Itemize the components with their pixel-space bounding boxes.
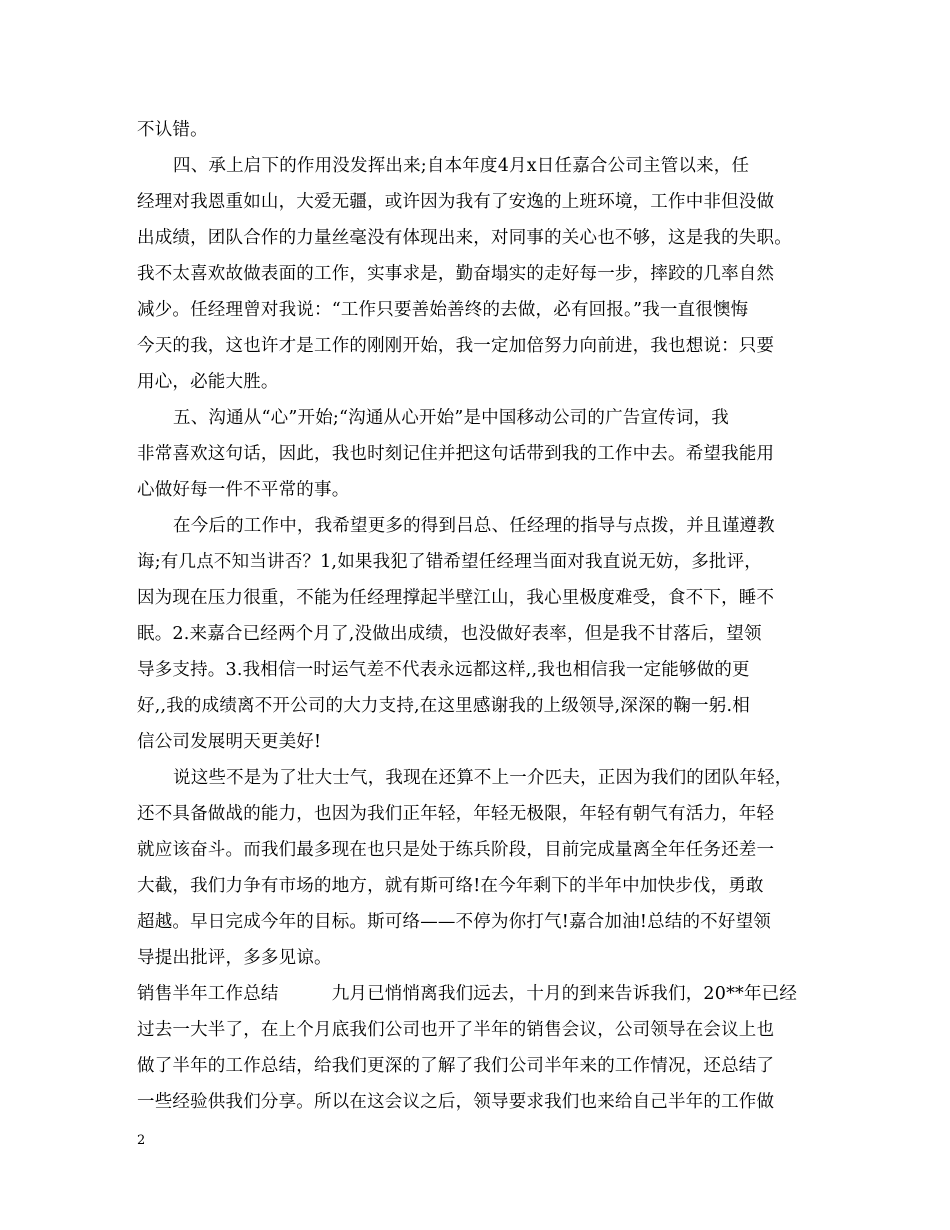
paragraph-start: 在今后的工作中，我希望更多的得到吕总、任经理的指导与点拨，并且谨遵教 <box>173 516 775 536</box>
text-line: 过去一大半了，在上个月底我们公司也开了半年的销售会议，公司领导在会议上也 <box>137 1020 775 1040</box>
text-line: 出成绩，团队合作的力量丝毫没有体现出来，对同事的关心也不够，这是我的失职。 <box>137 228 792 248</box>
text-line: 心做好每一件不平常的事。 <box>137 480 350 500</box>
text-line: 因为现在压力很重，不能为任经理撑起半壁江山，我心里极度难受，食不下，睡不 <box>137 588 775 608</box>
text-line: 减少。任经理曾对我说：“工作只要善始善终的去做，必有回报。”我一直很懊悔 <box>137 300 749 320</box>
text-line: 不认错。 <box>137 120 208 140</box>
text-line: 还不具备做战的能力，也因为我们正年轻，年轻无极限，年轻有朝气有活力，年轻 <box>137 804 775 824</box>
text-line: 就应该奋斗。而我们最多现在也只是处于练兵阶段，目前完成量离全年任务还差一 <box>137 840 775 860</box>
text-line: 今天的我，这也许才是工作的刚刚开始，我一定加倍努力向前进，我也想说：只要 <box>137 336 775 356</box>
paragraph-start: 五、沟通从“心”开始;“沟通从心开始”是中国移动公司的广告宣传词，我 <box>173 408 729 428</box>
text-line: 导提出批评，多多见谅。 <box>137 948 332 968</box>
paragraph-start: 说这些不是为了壮大士气，我现在还算不上一介匹夫，正因为我们的团队年轻， <box>173 768 793 788</box>
text-line: 用心，必能大胜。 <box>137 372 279 392</box>
text-line: 一些经验供我们分享。所以在这会议之后，领导要求我们也来给自己半年的工作做 <box>137 1092 775 1112</box>
text-line: 大截，我们力争有市场的地方，就有斯可络!在今年剩下的半年中加快步伐，勇敢 <box>137 876 764 896</box>
text-line: 眠。2.来嘉合已经两个月了,没做出成绩，也没做好表率，但是我不甘落后，望领 <box>137 624 762 644</box>
text-line: 经理对我恩重如山，大爱无疆，或许因为我有了安逸的上班环境，工作中非但没做 <box>137 192 775 212</box>
text-line: 超越。早日完成今年的目标。斯可络——不停为你打气!嘉合加油!总结的不好望领 <box>137 912 771 932</box>
paragraph-start: 四、承上启下的作用没发挥出来;自本年度4月x日任嘉合公司主管以来，任 <box>173 156 750 176</box>
text-line: 好,,我的成绩离不开公司的大力支持,在这里感谢我的上级领导,深深的鞠一躬.相 <box>137 696 750 716</box>
page-number: 2 <box>137 1133 146 1148</box>
section-heading-line: 销售半年工作总结 九月已悄悄离我们远去，十月的到来告诉我们，20**年已经 <box>137 984 798 1004</box>
text-line: 诲;有几点不知当讲否？1,如果我犯了错希望任经理当面对我直说无妨，多批评， <box>137 552 762 572</box>
text-line: 做了半年的工作总结，给我们更深的了解了我们公司半年来的工作情况，还总结了 <box>137 1056 775 1076</box>
text-line: 非常喜欢这句话，因此，我也时刻记住并把这句话带到我的工作中去。希望我能用 <box>137 444 775 464</box>
text-line: 信公司发展明天更美好! <box>137 732 322 752</box>
text-line: 导多支持。3.我相信一时运气差不代表永远都这样,,我也相信我一定能够做的更 <box>137 660 750 680</box>
text-line: 我不太喜欢故做表面的工作，实事求是，勤奋塌实的走好每一步，摔跤的几率自然 <box>137 264 775 284</box>
